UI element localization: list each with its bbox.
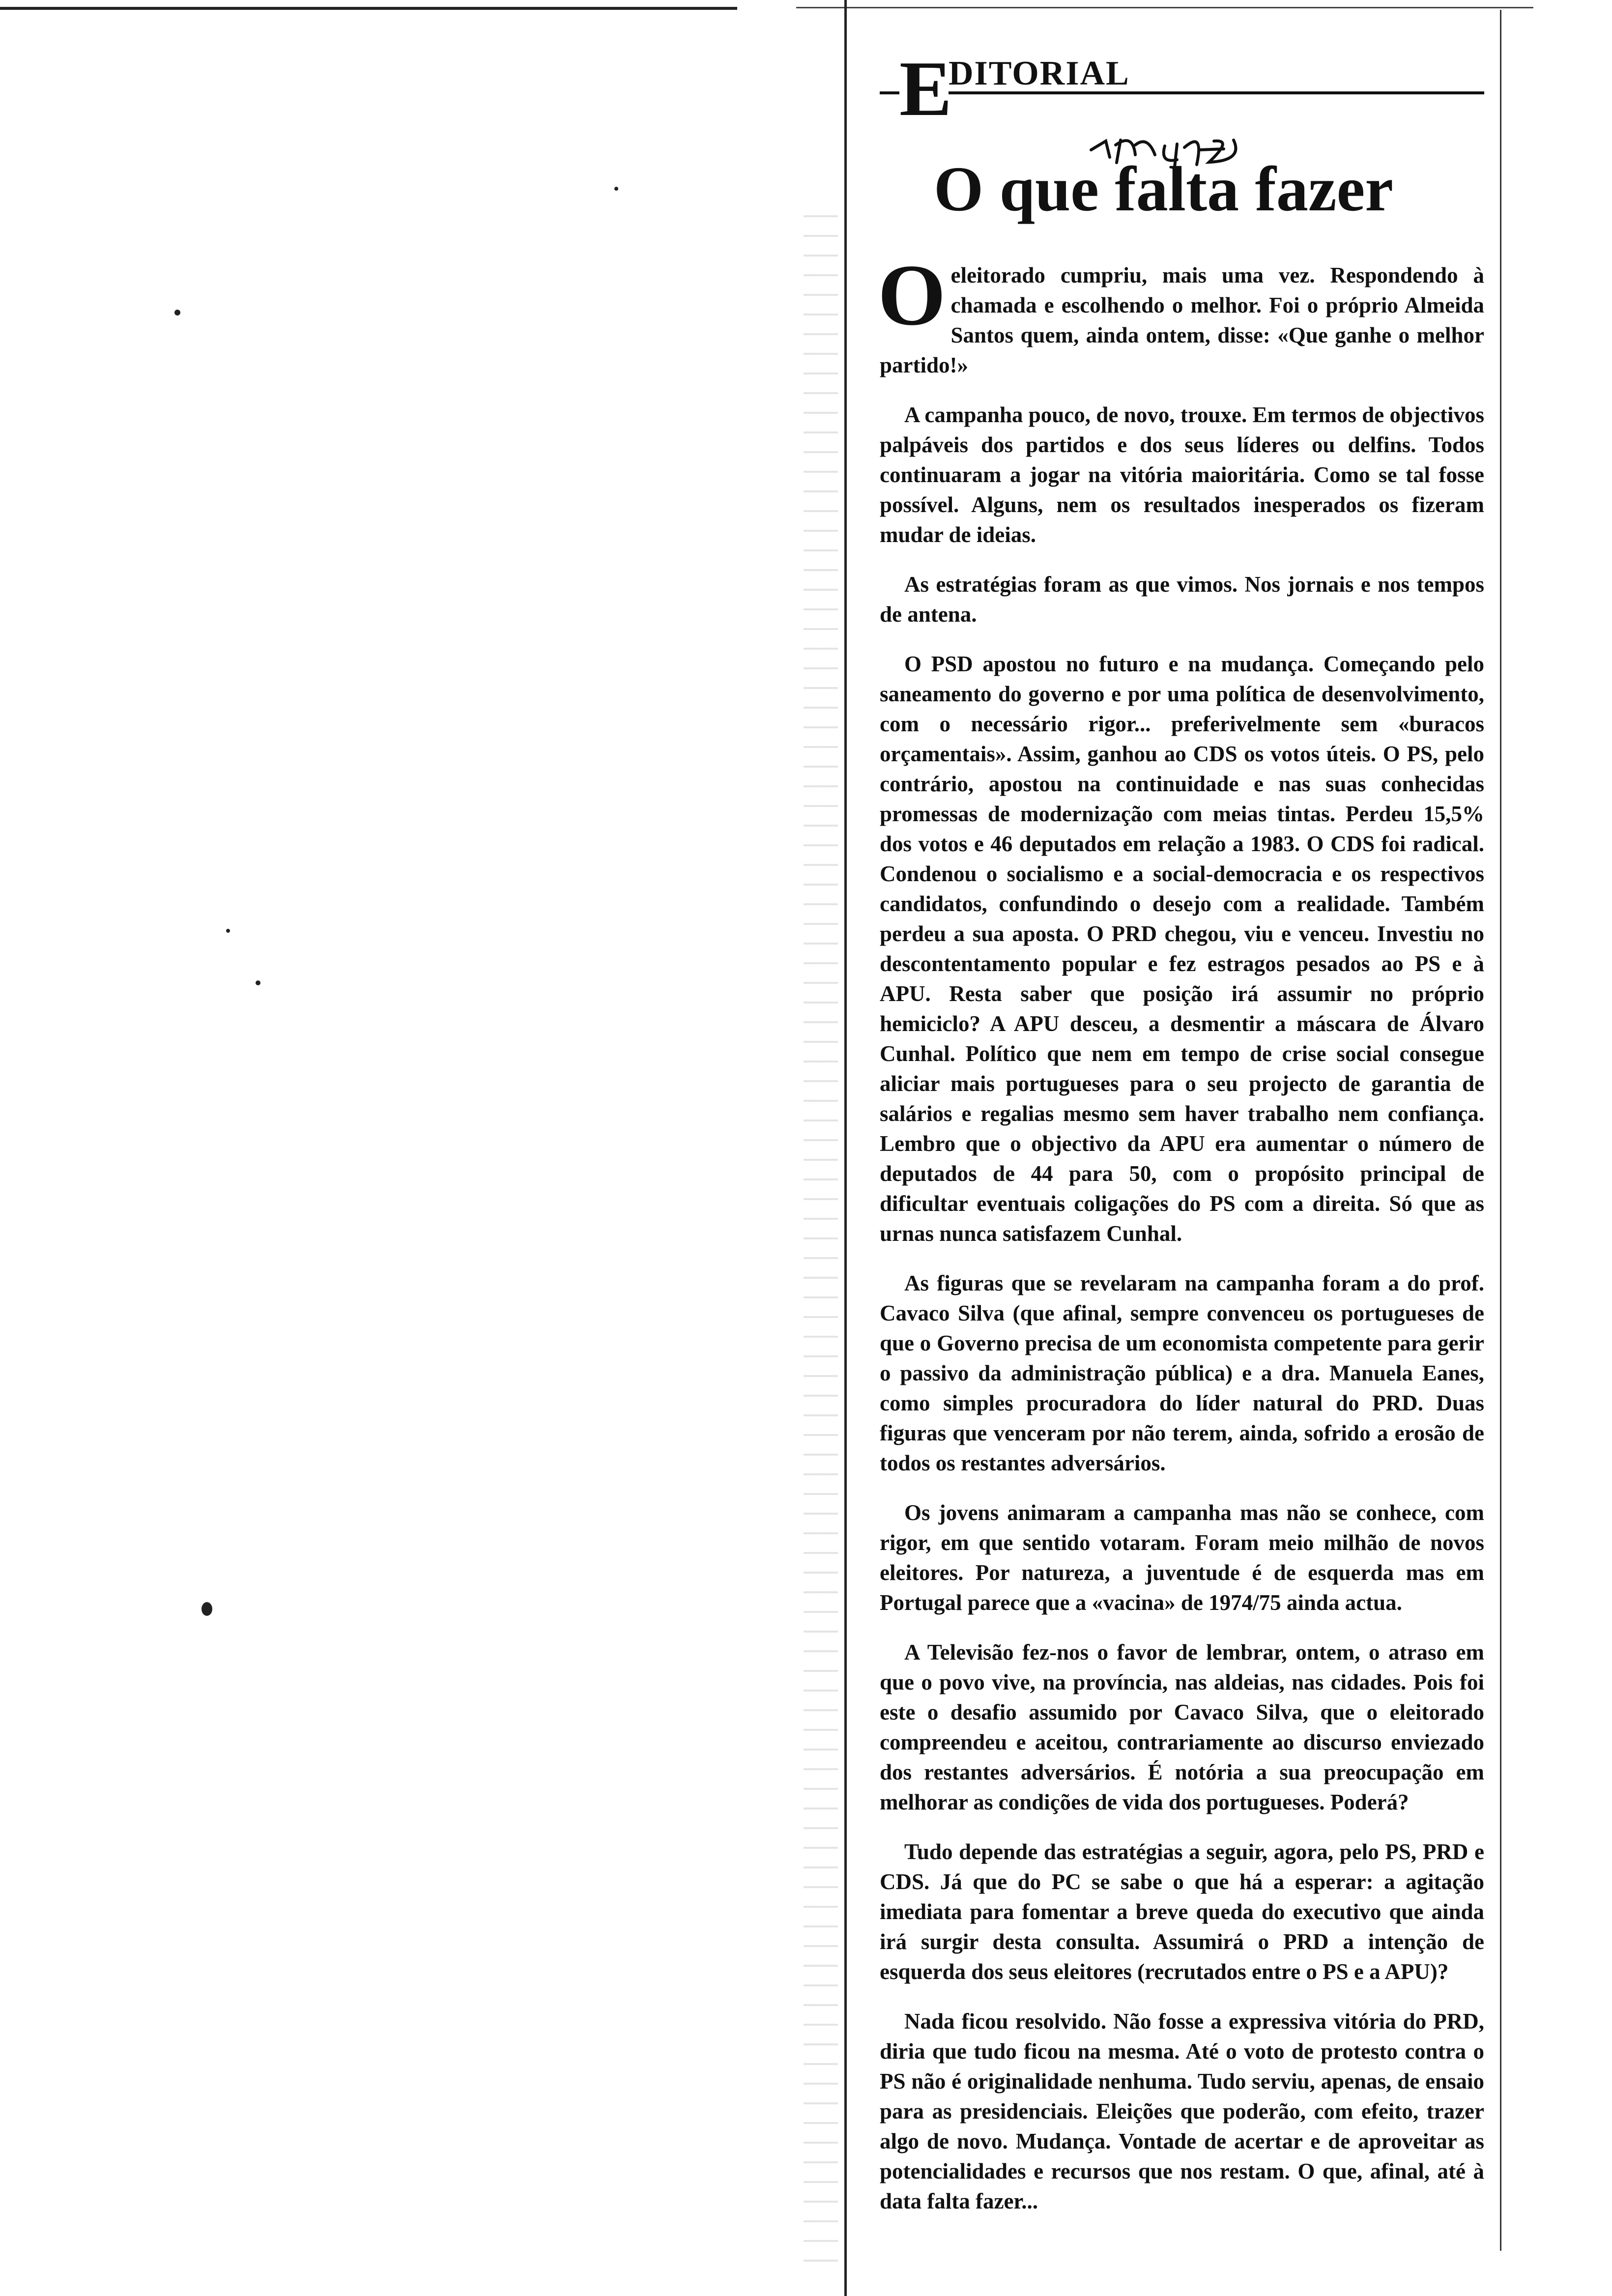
editorial-clipping: [878, 45, 1484, 2213]
paragraph: Tudo depende das estratégias a seguir, agora, pelo PS, PRD e CDS. Já que do PC se sabe o que há a esperar: a agitação imediata para fomentar a breve queda do executivo que ainda irá surgir desta consulta. Assumirá o PRD a intenção de esquerda dos seus eleitores (recrutados entre o PS e a APU)?: [880, 1839, 1484, 1984]
paragraph: A campanha pouco, de novo, trouxe. Em termos de objectivos palpáveis dos partidos e dos seus líderes ou delfins. Todos continuaram a jogar na vitória maioritária. Como se tal fosse possível. Alguns, nem os resultados inesperados os fizeram mudar de ideias.: [880, 402, 1484, 547]
scan-speck: [226, 929, 230, 933]
paragraph-text: eleitorado cumpriu, mais uma vez. Respondendo à chamada e escolhendo o melhor. Foi o próprio Almeida Santos quem, ainda ontem, disse: «Que ganhe o melhor partido!»: [880, 263, 1484, 377]
torn-paper-edge: [804, 206, 838, 2270]
paragraph: As figuras que se revelaram na campanha foram a do prof. Cavaco Silva (que afinal, sempre convenceu os portugueses de que o Governo precisa de um economista competente para gerir o passivo da administração pública) e a dra. Manuela Eanes, como simples procuradora do líder natural do PRD. Duas figuras que venceram por não terem, ainda, sofrido a erosão de todos os restantes adversários.: [880, 1271, 1484, 1475]
column-left-border: [844, 0, 847, 2296]
section-title: DITORIAL: [949, 55, 1130, 92]
headline: O que falta fazer: [934, 154, 1394, 225]
paragraph: [878, 246, 1484, 380]
paragraph: A Televisão fez-nos o favor de lembrar, ontem, o atraso em que o povo vive, na província, nas aldeias, nas cidades. Pois foi este o desafio assumido por Cavaco Silva, que o eleitorado compreendeu e aceitou, contrariamente ao discurso enviezado dos restantes adversários. É notória a sua preocupação em melhorar as condições de vida dos portugueses. Poderá?: [880, 1640, 1484, 1814]
paragraph: Os jovens animaram a campanha mas não se conhece, com rigor, em que sentido votaram. Foram meio milhão de novos eleitores. Por natureza, a juventude é de esquerda mas em Portugal parece que a «vacina» de 1974/75 ainda actua.: [880, 1500, 1484, 1615]
paragraph: O PSD apostou no futuro e na mudança. Começando pelo saneamento do governo e por uma política de desenvolvimento, com o necessário rigor... preferivelmente sem «buracos orçamentais». Assim, ganhou ao CDS os votos úteis. O PS, pelo contrário, apostou na continuidade e nas suas conhecidas promessas de modernização com meias tintas. Perdeu 15,5% dos votos e 46 deputados em relação a 1983. O CDS foi radical. Condenou o socialismo e a social-democracia e os respectivos candidatos, confundindo o desejo com a realidade. Também perdeu a sua aposta. O PRD chegou, viu e venceu. Investiu no descontentamento popular e fez estragos pesados ao PS e à APU. Resta saber que posição irá assumir no próprio hemiciclo? A APU desceu, a desmentir a máscara de Álvaro Cunhal. Político que nem em tempo de crise social consegue aliciar mais portugueses para o seu projecto de garantia de salários e regalias mesmo sem haver trabalho nem confiança. Lembro que o objectivo da APU era aumentar o número de deputados de 44 para 50, com o propósito principal de dificultar eventuais coligações do PS com a direita. Só que as urnas nunca satisfazem Cunhal.: [880, 652, 1484, 1246]
scan-top-rule: [0, 7, 737, 10]
paragraph: Nada ficou resolvido. Não fosse a expressiva vitória do PRD, diria que tudo ficou na mesma. Até o voto de protesto contra o PS não é originalidade nenhuma. Tudo serviu, apenas, de ensaio para as presidenciais. Eleições que poderão, com efeito, trazer algo de novo. Mudança. Vontade de acertar e de aproveitar as potencialidades e recursos que nos restam. O que, afinal, até à data falta fazer...: [880, 2009, 1484, 2213]
scan-speck: [256, 980, 260, 985]
paragraph: As estratégias foram as que vimos. Nos jornais e nos tempos de antena.: [880, 572, 1484, 627]
column-right-border: [1500, 10, 1501, 2251]
article-body: [878, 246, 1484, 2236]
scan-speck: [174, 310, 180, 316]
scan-speck: [202, 1602, 212, 1616]
header-dash: [880, 91, 899, 94]
drop-cap: O: [878, 246, 946, 344]
section-initial: E: [899, 45, 952, 132]
scan-speck: [614, 187, 618, 191]
clipping-top-rule: [796, 7, 1533, 8]
section-header: [880, 45, 1484, 132]
section-rule: [949, 91, 1484, 94]
